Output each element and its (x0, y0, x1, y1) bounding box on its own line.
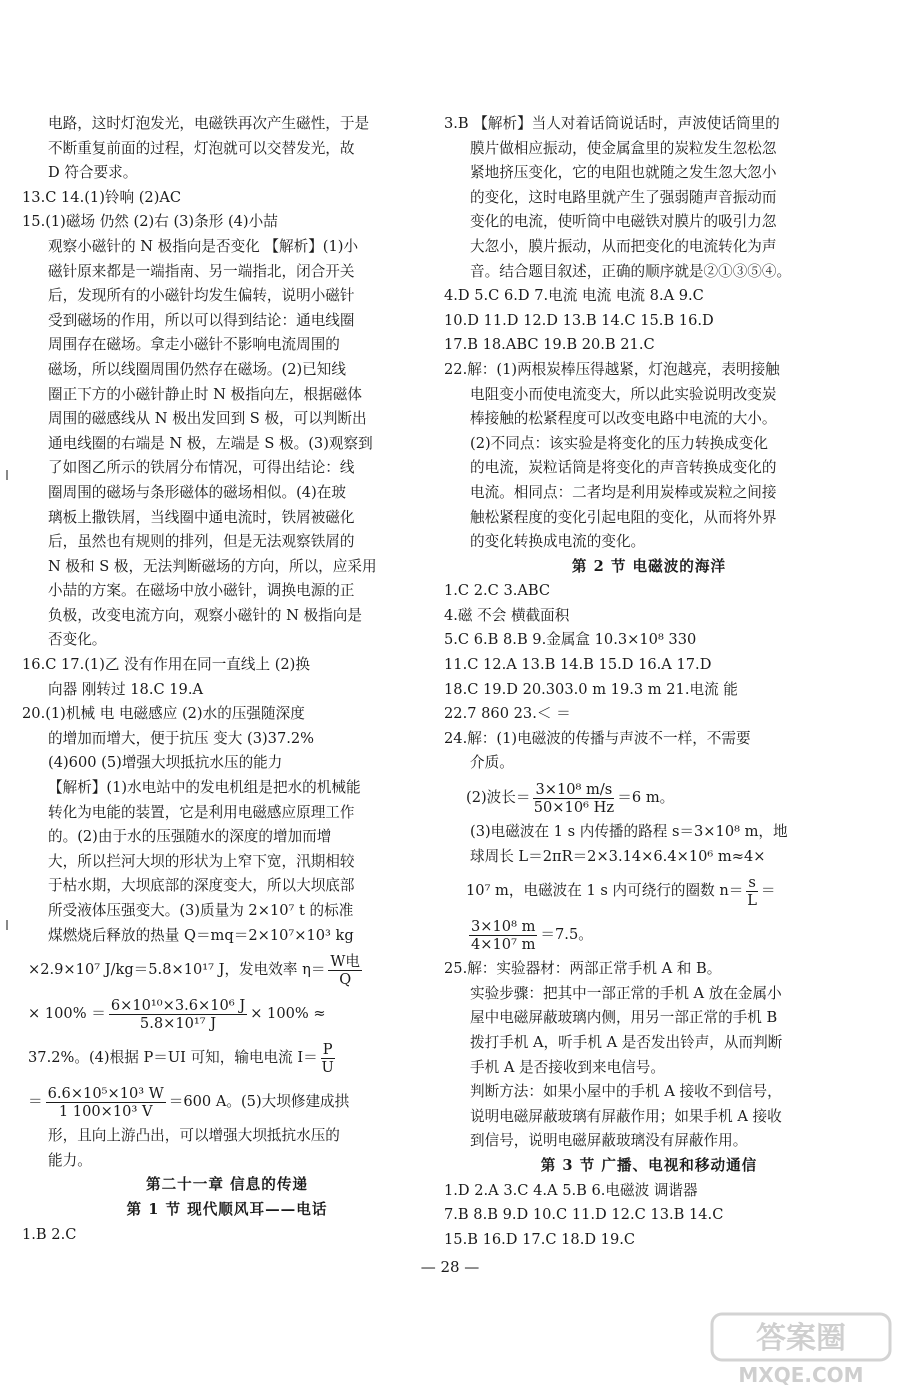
text-line: 通电线圈的右端是 N 极，左端是 S 极。(3)观察到 (48, 434, 373, 452)
right-column (444, 112, 854, 1252)
text-line: 否变化。 (48, 631, 107, 649)
text-line: 磁针原来都是一端指南、另一端指北，闭合开关 (48, 262, 355, 280)
section-title: 第 1 节 现代顺风耳——电话 (126, 1200, 328, 1218)
text-line: 的变化，这时电路里就产生了强弱随声音振动而 (470, 188, 777, 206)
text-line: 屋中电磁屏蔽玻璃内侧，用另一部正常的手机 B (470, 1009, 778, 1027)
text-line: 11.C 12.A 13.B 14.B 15.D 16.A 17.D (444, 656, 712, 674)
text-line: 膜片做相应振动，使金属盒里的炭粒发生忽松忽 (470, 139, 777, 157)
text-line: 20.(1)机械 电 电磁感应 (2)水的压强随深度 (22, 705, 305, 723)
svg-text:答案圈: 答案圈 (756, 1321, 846, 1356)
fraction (328, 953, 362, 988)
text-line: 变化的电流，使听筒中电磁铁对膜片的吸引力忽 (470, 213, 777, 231)
text-line: 4.磁 不会 横截面积 (444, 606, 570, 624)
formula-row (444, 913, 854, 957)
text-line: 不断重复前面的过程，灯泡就可以交替发光，故 (48, 139, 355, 157)
text-line: 17.B 18.ABC 19.B 20.B 21.C (444, 336, 655, 354)
page-number: — 28 — (420, 1258, 480, 1276)
fraction-denominator: 5.8×10¹⁷ J (139, 1014, 217, 1032)
formula-row (22, 992, 432, 1036)
formula-text: ＝600 A。(5)大坝修建成拱 (168, 1092, 350, 1110)
text-line: 触松紧程度的变化引起电阻的变化，从而将外界 (470, 508, 777, 526)
fraction-numerator: 6.6×10⁵×10³ W (47, 1084, 164, 1102)
text-line: 1.B 2.C (22, 1225, 77, 1243)
text-line: 后，发现所有的小磁针均发生偏转，说明小磁针 (48, 287, 355, 305)
text-line: 负极，改变电流方向，观察小磁针的 N 极指向是 (48, 606, 362, 624)
fraction-numerator: 3×10⁸ m (471, 917, 536, 935)
text-line: 圈周围的磁场与条形磁体的磁场相似。(4)在玻 (48, 483, 346, 501)
formula-row (22, 1080, 432, 1124)
fraction-denominator: U (321, 1058, 334, 1076)
text-line: (4)600 (5)增强大坝抵抗水压的能力 (48, 754, 283, 772)
formula-text: × 100% ≈ (250, 1004, 326, 1022)
fraction (533, 781, 614, 816)
fraction-denominator: 4×10⁷ m (471, 935, 536, 953)
left-column (22, 112, 432, 1247)
text-line: 到信号，说明电磁屏蔽玻璃没有屏蔽作用。 (470, 1132, 748, 1150)
text-line: N 极和 S 极，无法判断磁场的方向，所以，应采用 (48, 557, 377, 575)
text-line: 转化为电能的装置，它是利用电磁感应原理工作 (48, 803, 355, 821)
text-line: 18.C 19.D 20.303.0 m 19.3 m 21.电流 能 (444, 680, 738, 698)
fraction (469, 918, 537, 953)
text-line: 15.(1)磁场 仍然 (2)右 (3)条形 (4)小喆 (22, 213, 278, 231)
text-line: 22.解：(1)两根炭棒压得越紧，灯泡越亮，表明接触 (444, 360, 780, 378)
text-line: 磁场，所以线圈周围仍然存在磁场。(2)已知线 (48, 360, 346, 378)
text-line: (3)电磁波在 1 s 内传播的路程 s＝3×10⁸ m，地 (470, 823, 788, 841)
text-line: 24.解：(1)电磁波的传播与声波不一样，不需要 (444, 729, 751, 747)
text-line: 所受液体压强变大。(3)质量为 2×10⁷ t 的标准 (48, 902, 354, 919)
text-line: 小喆的方案。在磁场中放小磁针，调换电源的正 (48, 582, 355, 600)
section-title: 第 3 节 广播、电视和移动通信 (540, 1156, 758, 1174)
margin-mark (6, 920, 8, 930)
formula-row (22, 948, 432, 992)
text-line: 3.B 【解析】当人对着话筒说话时，声波使话筒里的 (444, 115, 780, 132)
formula-text: ＝7.5。 (540, 925, 593, 943)
text-line: 16.C 17.(1)乙 没有作用在同一直线上 (2)换 (22, 656, 310, 674)
formula-row (444, 869, 854, 913)
text-line: 后，虽然也有规则的排列，但是无法观察铁屑的 (48, 533, 355, 551)
text-line: 22.7 860 23.＜ ＝ (444, 705, 571, 723)
formula-text: × 100% ＝ (28, 1004, 106, 1022)
formula-text: (2)波长＝ (466, 788, 531, 806)
text-line: 音。结合题目叙述，正确的顺序就是②①③⑤④。 (470, 262, 792, 280)
text-line: 4.D 5.C 6.D 7.电流 电流 电流 8.A 9.C (444, 287, 704, 305)
text-line: 5.C 6.B 8.B 9.金属盒 10.3×10⁸ 330 (444, 631, 697, 649)
text-line: 1.C 2.C 3.ABC (444, 582, 551, 600)
margin-mark (6, 470, 8, 480)
fraction-numerator: P (322, 1040, 333, 1058)
fraction (46, 1085, 166, 1120)
chapter-title: 第二十一章 信息的传递 (145, 1176, 309, 1194)
text-line: 判断方法：如果小屋中的手机 A 接收不到信号， (470, 1083, 782, 1101)
text-line: 璃板上撒铁屑，当线圈中通电流时，铁屑被磁化 (48, 508, 355, 526)
text-line: 的。(2)由于水的压强随水的深度的增加而增 (48, 828, 332, 846)
text-line: 25.解：实验器材：两部正常手机 A 和 B。 (444, 960, 722, 978)
formula-text: 37.2%。(4)根据 P＝UI 可知，输电电流 I＝ (28, 1048, 318, 1066)
formula-text: ＝ (28, 1092, 43, 1110)
text-line: 煤燃烧后释放的热量 Q＝mq＝2×10⁷×10³ kg (48, 926, 354, 944)
section-title: 第 2 节 电磁波的海洋 (571, 557, 727, 575)
fraction-numerator: 6×10¹⁰×3.6×10⁶ J (110, 996, 246, 1014)
text-line: 电流。相同点：二者均是利用炭棒或炭粒之间接 (470, 483, 777, 501)
formula-text: ＝ (760, 881, 776, 899)
text-line: 受到磁场的作用，所以可以得到结论：通电线圈 (48, 311, 355, 329)
text-line: 电阻变小而使电流变大，所以此实验说明改变炭 (470, 385, 777, 403)
text-line: 实验步骤：把其中一部正常的手机 A 放在金属小 (470, 984, 782, 1002)
watermark-logo (706, 1308, 896, 1388)
fraction-numerator: 3×10⁸ m/s (535, 780, 613, 798)
text-line: 于枯水期，大坝底部的深度变大，所以大坝底部 (48, 877, 355, 895)
text-line: 形，且向上游凸出，可以增强大坝抵抗水压的 (48, 1127, 340, 1145)
text-line: 拨打手机 A，听手机 A 是否发出铃声，从而判断 (470, 1034, 783, 1051)
text-line: 15.B 16.D 17.C 18.D 19.C (444, 1230, 636, 1248)
formula-text: ×2.9×10⁷ J/kg＝5.8×10¹⁷ J，发电效率 η＝ (28, 960, 326, 978)
fraction-denominator: 1 100×10³ V (58, 1102, 153, 1120)
text-line: 的增加而增大，便于抗压 变大 (3)37.2% (48, 729, 315, 747)
text-line: 周围存在磁场。拿走小磁针不影响电流周围的 (48, 336, 340, 354)
text-line: 13.C 14.(1)铃响 (2)AC (22, 188, 182, 206)
svg-text:MXQE.COM: MXQE.COM (738, 1363, 864, 1387)
formula-text: 10⁷ m，电磁波在 1 s 内可绕行的圈数 n＝ (466, 881, 744, 899)
text-line: 观察小磁针的 N 极指向是否变化 【解析】(1)小 (48, 237, 359, 255)
fraction (321, 1041, 335, 1076)
formula-text: ＝6 m。 (617, 788, 675, 806)
text-line: 手机 A 是否接收到来电信号。 (470, 1058, 665, 1076)
text-line: 介质。 (470, 754, 514, 772)
text-line: 棒接触的松紧程度可以改变电路中电流的大小。 (470, 410, 777, 428)
fraction-denominator: 50×10⁶ Hz (533, 798, 615, 816)
text-line: 周围的磁感线从 N 极出发回到 S 极，可以判断出 (48, 410, 367, 428)
fraction-numerator: s (748, 873, 756, 891)
text-line: 圈正下方的小磁针静止时 N 极指向左，根据磁体 (48, 385, 362, 403)
text-line: 说明电磁屏蔽玻璃有屏蔽作用；如果手机 A 接收 (470, 1107, 782, 1125)
text-line: 向器 刚转过 18.C 19.A (48, 680, 204, 698)
text-line: 球周长 L＝2πR＝2×3.14×6.4×10⁶ m≈4× (470, 847, 766, 865)
text-line: D 符合要求。 (48, 164, 138, 182)
formula-row (444, 776, 854, 820)
text-line: 7.B 8.B 9.D 10.C 11.D 12.C 13.B 14.C (444, 1206, 724, 1224)
fraction (109, 997, 247, 1032)
text-line: (2)不同点：该实验是将变化的压力转换成变化 (470, 434, 768, 452)
text-line: 1.D 2.A 3.C 4.A 5.B 6.电磁波 调谐器 (444, 1181, 698, 1199)
fraction-numerator: W电 (330, 952, 361, 970)
text-line: 的变化转换成电流的变化。 (470, 533, 646, 551)
text-line: 电路，这时灯泡发光，电磁铁再次产生磁性，于是 (48, 115, 370, 132)
text-line: 大忽小，膜片振动，从而把变化的电流转化为声 (470, 237, 777, 255)
text-line: 的电流，炭粒话筒是将变化的声音转换成变化的 (470, 459, 777, 477)
text-line: 了如图乙所示的铁屑分布情况，可得出结论：线 (48, 459, 355, 477)
formula-row (22, 1036, 432, 1080)
text-line: 能力。 (48, 1151, 92, 1169)
fraction (746, 874, 758, 909)
text-line: 10.D 11.D 12.D 13.B 14.C 15.B 16.D (444, 311, 714, 329)
fraction-denominator: Q (339, 970, 352, 988)
text-line: 大，所以拦河大坝的形状为上窄下宽，汛期相较 (48, 852, 355, 870)
text-line: 紧地挤压变化，它的电阻也就随之发生忽大忽小 (470, 164, 777, 182)
text-line: 【解析】(1)水电站中的发电机组是把水的机械能 (48, 779, 361, 797)
fraction-denominator: L (747, 891, 757, 909)
